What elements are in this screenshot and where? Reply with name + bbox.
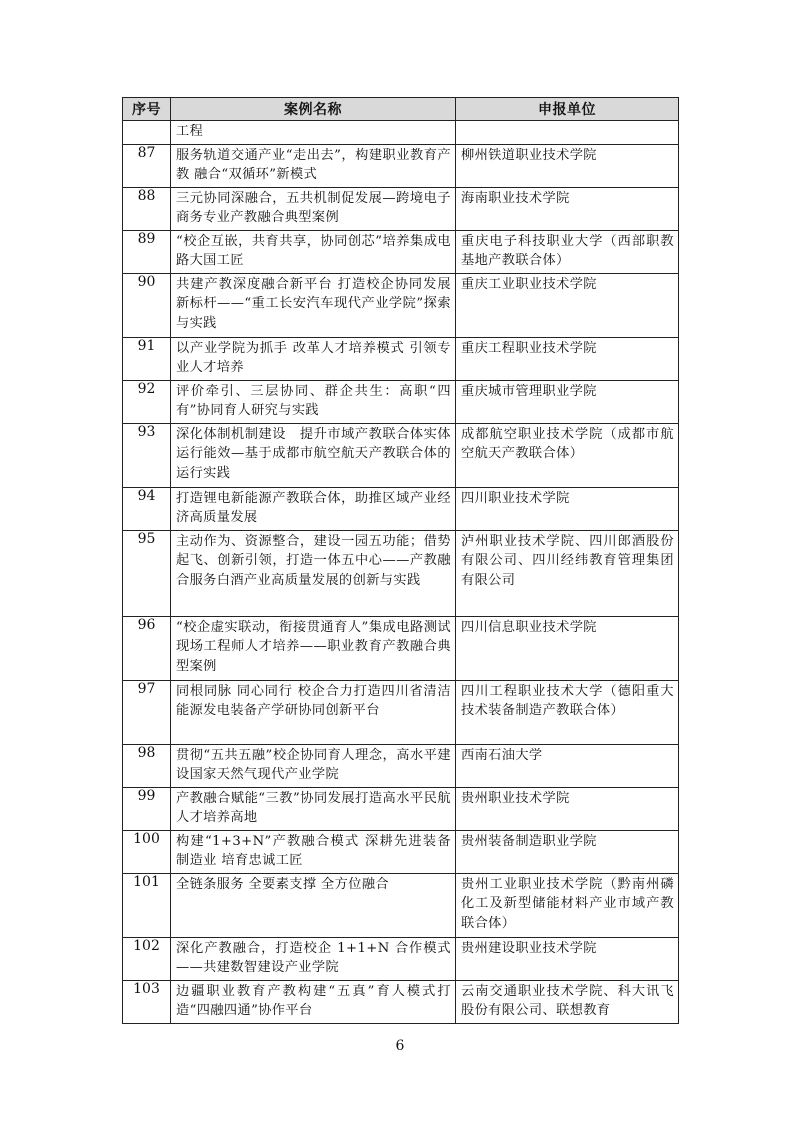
row-number: 92 <box>123 380 171 423</box>
row-number: 100 <box>123 830 171 873</box>
table-header <box>123 98 679 121</box>
table-row <box>123 487 679 530</box>
case-name: “校企虚实联动，衔接贯通育人”集成电路测试现场工程师人才培养——职业教育产教融合典型案例 <box>171 616 456 680</box>
row-number: 98 <box>123 744 171 787</box>
row-number: 94 <box>123 487 171 530</box>
table-row <box>123 680 679 744</box>
applicant-unit: 泸州职业技术学院、四川郎酒股份有限公司、四川经纬教育管理集团有限公司 <box>456 530 679 616</box>
case-name: 共建产教深度融合新平台 打造校企协同发展新标杆——“重工长安汽车现代产业学院”探索与实践 <box>171 273 456 337</box>
applicant-unit: 重庆工程职业技术学院 <box>456 337 679 380</box>
header-applicant-unit: 申报单位 <box>456 98 679 121</box>
row-number: 95 <box>123 530 171 616</box>
applicant-unit: 贵州工业职业技术学院（黔南州磷化工及新型储能材料产业市域产教联合体） <box>456 873 679 937</box>
applicant-unit: 西南石油大学 <box>456 744 679 787</box>
table-row <box>123 530 679 616</box>
table-row <box>123 337 679 380</box>
applicant-unit: 四川工程职业技术大学（德阳重大技术装备制造产教联合体） <box>456 680 679 744</box>
case-name: 贯彻“五共五融”校企协同育人理念，高水平建设国家天然气现代产业学院 <box>171 744 456 787</box>
row-number: 91 <box>123 337 171 380</box>
table-row <box>123 616 679 680</box>
applicant-unit: 云南交通职业技术学院、科大讯飞股份有限公司、联想教育 <box>456 980 679 1023</box>
case-name: 全链条服务 全要素支撑 全方位融合 <box>171 873 456 937</box>
row-number: 89 <box>123 230 171 273</box>
table-row <box>123 980 679 1023</box>
table-row <box>123 830 679 873</box>
table-row <box>123 230 679 273</box>
applicant-unit: 贵州装备制造职业学院 <box>456 830 679 873</box>
row-number: 90 <box>123 273 171 337</box>
row-number: 93 <box>123 423 171 487</box>
applicant-unit: 四川信息职业技术学院 <box>456 616 679 680</box>
case-name: 以产业学院为抓手 改革人才培养模式 引领专业人才培养 <box>171 337 456 380</box>
case-name: 构建“1+3+N”产教融合模式 深耕先进装备制造业 培育忠诚工匠 <box>171 830 456 873</box>
applicant-unit: 贵州职业技术学院 <box>456 787 679 830</box>
row-number: 101 <box>123 873 171 937</box>
table-row <box>123 873 679 937</box>
row-number: 102 <box>123 937 171 980</box>
table-row <box>123 187 679 230</box>
case-name: 服务轨道交通产业“走出去”，构建职业教育产教 融合“双循环”新模式 <box>171 144 456 187</box>
row-number: 87 <box>123 144 171 187</box>
page-number: 6 <box>395 1038 405 1054</box>
case-table <box>122 97 679 1024</box>
row-number: 97 <box>123 680 171 744</box>
table-row <box>123 273 679 337</box>
case-name: “校企互嵌，共育共享，协同创芯”培养集成电路大国工匠 <box>171 230 456 273</box>
row-number: 103 <box>123 980 171 1023</box>
case-name: 边疆职业教育产教构建“五真”育人模式打造“四融四通”协作平台 <box>171 980 456 1023</box>
applicant-unit: 柳州铁道职业技术学院 <box>456 144 679 187</box>
row-number <box>123 121 171 145</box>
case-name: 深化产教融合，打造校企 1+1+N 合作模式——共建数智建设产业学院 <box>171 937 456 980</box>
applicant-unit: 重庆电子科技职业大学（西部职教基地产教联合体） <box>456 230 679 273</box>
case-name: 主动作为、资源整合，建设一园五功能；借势起飞、创新引领，打造一体五中心——产教融合服务白酒产业高质量发展的创新与实践 <box>171 530 456 616</box>
applicant-unit: 四川职业技术学院 <box>456 487 679 530</box>
header-case-name: 案例名称 <box>171 98 456 121</box>
table-row <box>123 744 679 787</box>
applicant-unit: 重庆工业职业技术学院 <box>456 273 679 337</box>
case-name: 三元协同深融合，五共机制促发展—跨境电子商务专业产教融合典型案例 <box>171 187 456 230</box>
case-name: 深化体制机制建设 提升市域产教联合体实体运行能效—基于成都市航空航天产教联合体的运行实践 <box>171 423 456 487</box>
table-row <box>123 380 679 423</box>
table-body <box>123 121 679 1024</box>
case-name: 工程 <box>171 121 456 145</box>
table-row <box>123 937 679 980</box>
row-number: 99 <box>123 787 171 830</box>
row-number: 96 <box>123 616 171 680</box>
applicant-unit: 贵州建设职业技术学院 <box>456 937 679 980</box>
row-number: 88 <box>123 187 171 230</box>
table-row <box>123 787 679 830</box>
applicant-unit: 成都航空职业技术学院（成都市航空航天产教联合体） <box>456 423 679 487</box>
case-name: 产教融合赋能“三教”协同发展打造高水平民航人才培养高地 <box>171 787 456 830</box>
applicant-unit <box>456 121 679 145</box>
case-name: 同根同脉 同心同行 校企合力打造四川省清洁能源发电装备产学研协同创新平台 <box>171 680 456 744</box>
table-row <box>123 121 679 145</box>
case-name: 打造锂电新能源产教联合体，助推区域产业经济高质量发展 <box>171 487 456 530</box>
table-row <box>123 144 679 187</box>
applicant-unit: 海南职业技术学院 <box>456 187 679 230</box>
applicant-unit: 重庆城市管理职业学院 <box>456 380 679 423</box>
case-name: 评价牵引、三层协同、群企共生：高职“四有”协同育人研究与实践 <box>171 380 456 423</box>
header-serial-number: 序号 <box>123 98 171 121</box>
table-row <box>123 423 679 487</box>
